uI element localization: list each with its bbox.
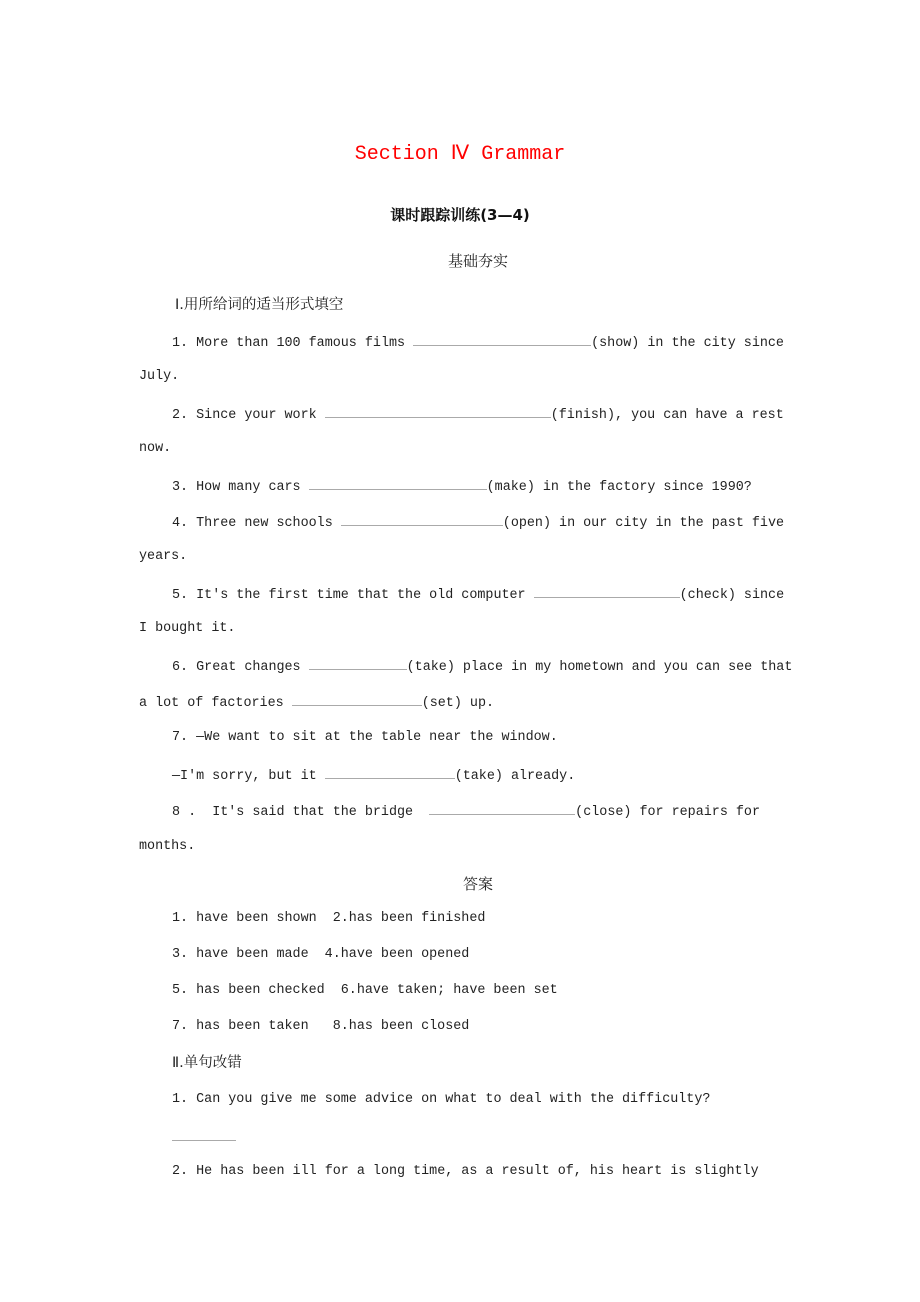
- section1-heading: Ⅰ.用所给词的适当形式填空: [175, 297, 344, 313]
- question-2: 2. Since your work (finish), you can have a rest: [172, 403, 784, 426]
- answer-blank[interactable]: [292, 691, 422, 706]
- question-4-cont: years.: [139, 549, 188, 564]
- question-2-cont: now.: [139, 441, 172, 456]
- question-8: 8 . It's said that the bridge (close) for repairs for: [172, 800, 760, 823]
- question-6: 6. Great changes (take) place in my hometown and you can see that: [172, 655, 792, 678]
- question-7: 7. —We want to sit at the table near the window.: [172, 730, 558, 745]
- answer-blank[interactable]: [309, 475, 487, 490]
- answer-blank[interactable]: [429, 800, 575, 815]
- answers-heading: 答案: [462, 875, 493, 893]
- answer-blank[interactable]: [534, 583, 680, 598]
- question-5: 5. It's the first time that the old computer (check) since: [172, 583, 784, 606]
- answer-line: 3. have been made 4.have been opened: [172, 947, 470, 962]
- correction-1: 1. Can you give me some advice on what to deal with the difficulty?: [172, 1092, 711, 1107]
- question-7-reply: —I'm sorry, but it (take) already.: [172, 764, 575, 787]
- answer-line: 7. has been taken 8.has been closed: [172, 1019, 470, 1034]
- question-1-cont: July.: [139, 369, 180, 384]
- correction-2: 2. He has been ill for a long time, as a result of, his heart is slightly: [172, 1164, 759, 1179]
- question-3: 3. How many cars (make) in the factory since 1990?: [172, 475, 752, 498]
- page-title: Section Ⅳ Grammar: [354, 143, 566, 166]
- part-heading: 基础夯实: [447, 252, 508, 270]
- answer-blank[interactable]: [325, 403, 551, 418]
- answer-blank[interactable]: [309, 655, 407, 670]
- question-4: 4. Three new schools (open) in our city in the past five: [172, 511, 784, 534]
- page-subtitle: 课时跟踪训练(3—4): [390, 206, 530, 224]
- question-6-cont: a lot of factories (set) up.: [139, 691, 494, 714]
- section2-heading: Ⅱ.单句改错: [172, 1055, 242, 1071]
- answer-blank[interactable]: [341, 511, 503, 526]
- question-8-cont: months.: [139, 839, 196, 854]
- answer-blank[interactable]: [172, 1140, 236, 1141]
- answer-line: 5. has been checked 6.have taken; have been set: [172, 983, 558, 998]
- question-1: 1. More than 100 famous films (show) in the city since: [172, 331, 784, 354]
- answer-blank[interactable]: [413, 331, 591, 346]
- answer-line: 1. have been shown 2.has been finished: [172, 911, 486, 926]
- answer-blank[interactable]: [325, 764, 455, 779]
- question-5-cont: I bought it.: [139, 621, 236, 636]
